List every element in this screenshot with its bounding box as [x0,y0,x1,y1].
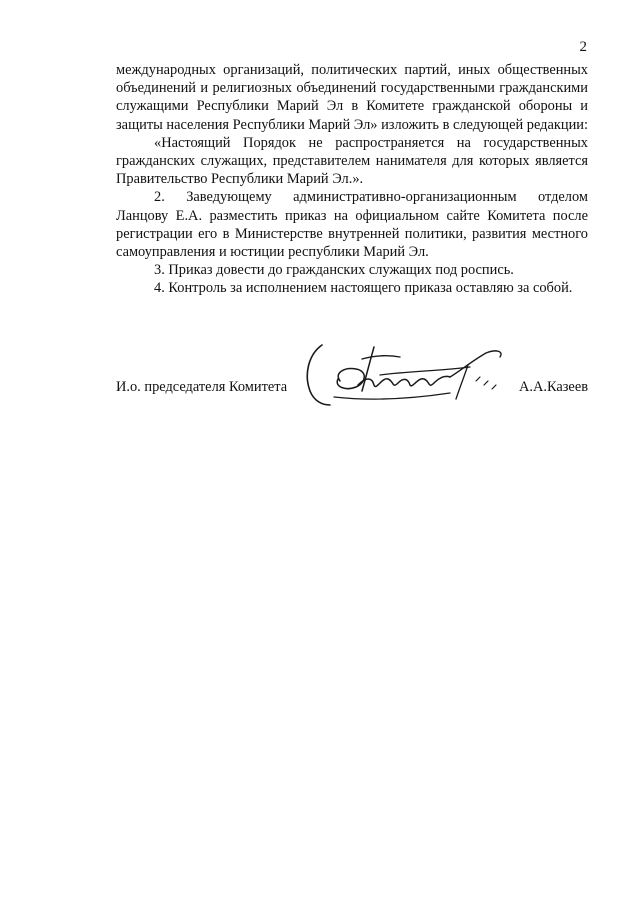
paragraph-item-3: 3. Приказ довести до гражданских служащих под роспись. [154,262,514,279]
document-body [116,61,588,298]
handwritten-signature-icon [300,341,520,411]
paragraph-quote: «Настоящий Порядок не распространяется на государственных гражданских служащих, представителем нанимателя для которых является Правительство Республики Марий Эл.». [116,134,588,188]
signatory-name: А.А.Казеев [518,379,588,395]
paragraph-continuation: международных организаций, политических партий, иных общественных объединений и религиозных объединений государственными гражданскими служащими Республики Марий Эл в Комитете гражданской обороны и защиты населения Республики Марий Эл» изложить в следующей редакции: [116,62,588,133]
paragraph-item-2: 2. Заведующему административно-организационным отделом Ланцову Е.А. разместить приказ на официальном сайте Комитета после регистрации его в Министерстве внутренней политики, развития местного самоуправления и юстиции республики Марий Эл. [116,189,588,261]
signature-block [116,375,588,405]
paragraph-item-4: 4. Контроль за исполнением настоящего приказа оставляю за собой. [154,280,573,297]
signatory-position: И.о. председателя Комитета [116,379,288,395]
page-number: 2 [579,39,587,55]
